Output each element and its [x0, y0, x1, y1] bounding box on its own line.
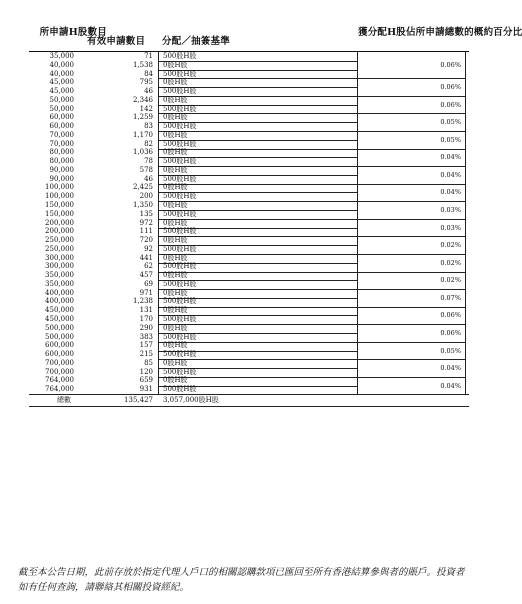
- percentage-divider: [357, 236, 465, 237]
- percentage-divider: [357, 166, 465, 167]
- table-row: [29, 105, 469, 114]
- percentage-divider: [357, 219, 465, 220]
- percentage-divider: [357, 272, 465, 273]
- table-row: [29, 280, 469, 289]
- basis-cell: 0股H股: [163, 341, 188, 350]
- table-row: [29, 306, 469, 315]
- table-row: [29, 368, 469, 377]
- applied-shares-cell: 150,000: [45, 201, 74, 210]
- percentage-cell: 0.02%: [440, 276, 461, 285]
- percentage-divider: [357, 289, 465, 290]
- valid-applications-cell: 795: [139, 78, 153, 87]
- table-row: [29, 201, 469, 210]
- applied-shares-cell: 90,000: [49, 165, 74, 174]
- applied-shares-cell: 60,000: [49, 122, 74, 131]
- applied-shares-cell: 35,000: [49, 52, 74, 60]
- valid-applications-cell: 200: [139, 192, 153, 201]
- table-row: [29, 122, 469, 131]
- table-row: [29, 350, 469, 359]
- applied-shares-cell: 500,000: [45, 323, 74, 332]
- column-divider: [357, 52, 358, 394]
- valid-applications-cell: 46: [144, 174, 153, 183]
- basis-cell: 500股H股: [163, 87, 197, 96]
- valid-applications-cell: 215: [139, 350, 153, 359]
- column-divider: [158, 52, 159, 394]
- basis-cell: 0股H股: [163, 183, 188, 192]
- applied-shares-cell: 350,000: [45, 271, 74, 280]
- applied-shares-cell: 45,000: [49, 87, 74, 96]
- percentage-cell: 0.06%: [440, 61, 461, 70]
- basis-cell: 500股H股: [163, 244, 197, 253]
- applied-shares-cell: 764,000: [45, 385, 74, 394]
- basis-cell: 0股H股: [163, 78, 188, 87]
- valid-applications-cell: 578: [139, 165, 153, 174]
- percentage-cell: 0.03%: [440, 206, 461, 215]
- valid-applications-cell: 1,350: [132, 201, 153, 210]
- percentage-divider: [357, 342, 465, 343]
- valid-applications-cell: 71: [144, 52, 153, 60]
- basis-cell: 0股H股: [163, 201, 188, 210]
- percentage-divider: [357, 359, 465, 360]
- valid-applications-cell: 111: [139, 227, 153, 236]
- valid-applications-cell: 142: [139, 104, 153, 113]
- basis-cell: 0股H股: [163, 148, 188, 157]
- applied-shares-cell: 70,000: [49, 130, 74, 139]
- basis-cell: 500股H股: [163, 385, 197, 394]
- valid-applications-cell: 46: [144, 87, 153, 96]
- percentage-cell: 0.05%: [440, 346, 461, 355]
- applied-shares-cell: 400,000: [45, 288, 74, 297]
- valid-applications-cell: 135: [139, 209, 153, 218]
- basis-cell: 500股H股: [163, 69, 197, 78]
- table-row: [29, 183, 469, 192]
- table-row: [29, 315, 469, 324]
- applied-shares-cell: 80,000: [49, 157, 74, 166]
- total-basis: 3,057,000股H股: [163, 395, 219, 404]
- basis-cell: 0股H股: [163, 236, 188, 245]
- valid-applications-cell: 720: [139, 236, 153, 245]
- valid-applications-cell: 92: [144, 244, 153, 253]
- valid-applications-cell: 1,170: [132, 130, 153, 139]
- table-row: [29, 61, 469, 70]
- table-row: [29, 87, 469, 96]
- percentage-cell: 0.07%: [440, 293, 461, 302]
- applied-shares-cell: 200,000: [45, 218, 74, 227]
- table-row: [29, 341, 469, 350]
- applied-shares-cell: 300,000: [45, 262, 74, 271]
- applied-shares-cell: 200,000: [45, 227, 74, 236]
- applied-shares-cell: 50,000: [49, 104, 74, 113]
- percentage-cell: 0.04%: [440, 170, 461, 179]
- percentage-cell: 0.05%: [440, 118, 461, 127]
- applied-shares-cell: 450,000: [45, 306, 74, 315]
- valid-applications-cell: 2,425: [132, 183, 153, 192]
- valid-applications-cell: 383: [139, 332, 153, 341]
- table-row: [29, 262, 469, 271]
- valid-applications-cell: 170: [139, 314, 153, 323]
- percentage-cell: 0.04%: [440, 381, 461, 390]
- total-count: 135,427: [124, 395, 153, 404]
- basis-cell: 500股H股: [163, 227, 197, 236]
- percentage-cell: 0.06%: [440, 311, 461, 320]
- valid-applications-cell: 659: [139, 376, 153, 385]
- percentage-cell: 0.02%: [440, 258, 461, 267]
- valid-applications-cell: 457: [139, 271, 153, 280]
- header-basis-of-allocation: 分配／抽簽基準: [162, 36, 230, 47]
- total-label: 總數: [57, 395, 71, 404]
- table-row: [29, 324, 469, 333]
- applied-shares-cell: 600,000: [45, 341, 74, 350]
- percentage-divider: [357, 377, 465, 378]
- valid-applications-cell: 290: [139, 323, 153, 332]
- header-valid-applications: 有效申請數目: [87, 36, 146, 47]
- valid-applications-cell: 157: [139, 341, 153, 350]
- column-divider: [465, 52, 466, 394]
- percentage-cell: 0.02%: [440, 241, 461, 250]
- table-row: [29, 175, 469, 184]
- valid-applications-cell: 120: [139, 367, 153, 376]
- basis-cell: 0股H股: [163, 130, 188, 139]
- percentage-cell: 0.06%: [440, 100, 461, 109]
- basis-cell: 500股H股: [163, 122, 197, 131]
- basis-cell: 500股H股: [163, 104, 197, 113]
- applied-shares-cell: 40,000: [49, 60, 74, 69]
- basis-cell: 0股H股: [163, 358, 188, 367]
- applied-shares-cell: 350,000: [45, 279, 74, 288]
- valid-applications-cell: 931: [139, 385, 153, 394]
- applied-shares-cell: 700,000: [45, 367, 74, 376]
- table-row: [29, 131, 469, 140]
- basis-cell: 0股H股: [163, 376, 188, 385]
- percentage-cell: 0.06%: [440, 83, 461, 92]
- basis-cell: 0股H股: [163, 253, 188, 262]
- valid-applications-cell: 1,538: [132, 60, 153, 69]
- valid-applications-cell: 69: [144, 279, 153, 288]
- table-row: [29, 289, 469, 298]
- percentage-cell: 0.04%: [440, 188, 461, 197]
- table-row: [29, 113, 469, 122]
- percentage-divider: [357, 324, 465, 325]
- percentage-divider: [357, 96, 465, 97]
- percentage-divider: [357, 184, 465, 185]
- table-row: [29, 236, 469, 245]
- applied-shares-cell: 40,000: [49, 69, 74, 78]
- basis-cell: 0股H股: [163, 60, 188, 69]
- basis-cell: 0股H股: [163, 165, 188, 174]
- percentage-divider: [357, 149, 465, 150]
- valid-applications-cell: 971: [139, 288, 153, 297]
- basis-cell: 500股H股: [163, 209, 197, 218]
- applied-shares-cell: 70,000: [49, 139, 74, 148]
- basis-cell: 500股H股: [163, 314, 197, 323]
- applied-shares-cell: 700,000: [45, 358, 74, 367]
- header-approx-percentage: 獲分配H股佔所申請總數的概約百分比: [358, 27, 522, 38]
- percentage-cell: 0.03%: [440, 223, 461, 232]
- valid-applications-cell: 131: [139, 306, 153, 315]
- table-body: [29, 52, 469, 394]
- valid-applications-cell: 441: [139, 253, 153, 262]
- table-row: [29, 166, 469, 175]
- applied-shares-cell: 90,000: [49, 174, 74, 183]
- percentage-cell: 0.04%: [440, 364, 461, 373]
- percentage-divider: [357, 307, 465, 308]
- valid-applications-cell: 1,238: [132, 297, 153, 306]
- table-row: [29, 376, 469, 385]
- valid-applications-cell: 2,346: [132, 95, 153, 104]
- applied-shares-cell: 450,000: [45, 314, 74, 323]
- valid-applications-cell: 82: [144, 139, 153, 148]
- percentage-divider: [357, 201, 465, 202]
- valid-applications-cell: 78: [144, 157, 153, 166]
- valid-applications-cell: 972: [139, 218, 153, 227]
- table-row: [29, 245, 469, 254]
- table-row: [29, 385, 469, 394]
- applied-shares-cell: 60,000: [49, 113, 74, 122]
- applied-shares-cell: 150,000: [45, 209, 74, 218]
- table-row: [29, 359, 469, 368]
- table-row: [29, 52, 469, 61]
- table-row: [29, 227, 469, 236]
- table-row: [29, 297, 469, 306]
- valid-applications-cell: 85: [144, 358, 153, 367]
- basis-cell: 0股H股: [163, 218, 188, 227]
- applied-shares-cell: 250,000: [45, 236, 74, 245]
- basis-cell: 500股H股: [163, 157, 197, 166]
- table-row: [29, 333, 469, 342]
- table-row: [29, 254, 469, 263]
- allocation-table: [29, 27, 522, 407]
- percentage-divider: [357, 131, 465, 132]
- basis-cell: 500股H股: [163, 52, 197, 60]
- applied-shares-cell: 300,000: [45, 253, 74, 262]
- table-row: [29, 78, 469, 87]
- basis-cell: 0股H股: [163, 95, 188, 104]
- total-row: [29, 394, 469, 407]
- table-row: [29, 219, 469, 228]
- table-row: [29, 70, 469, 79]
- basis-cell: 500股H股: [163, 350, 197, 359]
- basis-cell: 500股H股: [163, 139, 197, 148]
- table-row: [29, 140, 469, 149]
- basis-cell: 500股H股: [163, 332, 197, 341]
- valid-applications-cell: 84: [144, 69, 153, 78]
- valid-applications-cell: 83: [144, 122, 153, 131]
- table-row: [29, 148, 469, 157]
- applied-shares-cell: 100,000: [45, 192, 74, 201]
- applied-shares-cell: 500,000: [45, 332, 74, 341]
- percentage-divider: [357, 78, 465, 79]
- applied-shares-cell: 600,000: [45, 350, 74, 359]
- table-row: [29, 157, 469, 166]
- table-header: [29, 27, 522, 52]
- basis-cell: 0股H股: [163, 323, 188, 332]
- basis-cell: 500股H股: [163, 279, 197, 288]
- basis-cell: 500股H股: [163, 297, 197, 306]
- applied-shares-cell: 80,000: [49, 148, 74, 157]
- percentage-cell: 0.06%: [440, 328, 461, 337]
- valid-applications-cell: 62: [144, 262, 153, 271]
- applied-shares-cell: 250,000: [45, 244, 74, 253]
- table-row: [29, 271, 469, 280]
- applied-shares-cell: 50,000: [49, 95, 74, 104]
- percentage-divider: [357, 254, 465, 255]
- percentage-cell: 0.04%: [440, 153, 461, 162]
- basis-cell: 0股H股: [163, 271, 188, 280]
- applied-shares-cell: 764,000: [45, 376, 74, 385]
- footnote: 截至本公告日期，此前存放於指定代理人戶口的相關認購款項已匯回至所有香港結算參與者的賬戶。投資者如有任何查詢，請聯絡其相關投資經紀。: [18, 567, 465, 593]
- basis-cell: 0股H股: [163, 306, 188, 315]
- percentage-cell: 0.05%: [440, 135, 461, 144]
- table-row: [29, 210, 469, 219]
- valid-applications-cell: 1,259: [132, 113, 153, 122]
- applied-shares-cell: 100,000: [45, 183, 74, 192]
- basis-cell: 0股H股: [163, 288, 188, 297]
- header-applied-shares: 所申請H股數目: [39, 27, 107, 38]
- basis-cell: 500股H股: [163, 262, 197, 271]
- table-row: [29, 96, 469, 105]
- basis-cell: 0股H股: [163, 113, 188, 122]
- applied-shares-cell: 45,000: [49, 78, 74, 87]
- basis-cell: 500股H股: [163, 174, 197, 183]
- percentage-divider: [357, 113, 465, 114]
- table-row: [29, 192, 469, 201]
- basis-cell: 500股H股: [163, 367, 197, 376]
- basis-cell: 500股H股: [163, 192, 197, 201]
- applied-shares-cell: 400,000: [45, 297, 74, 306]
- valid-applications-cell: 1,036: [132, 148, 153, 157]
